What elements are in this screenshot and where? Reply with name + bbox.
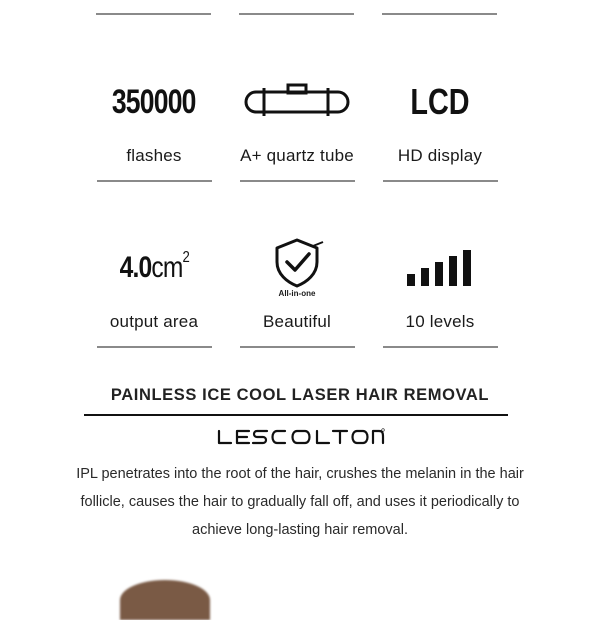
quartz-tube-icon: [242, 82, 352, 122]
headline-divider: [84, 414, 508, 416]
shield-check-icon: [269, 238, 325, 288]
divider: [240, 180, 355, 182]
flashes-value: 350000: [112, 82, 196, 121]
area-value: 4.0: [119, 251, 152, 284]
feature-lcd: [375, 72, 505, 182]
feature-label: A+ quartz tube: [240, 146, 354, 165]
divider: [97, 346, 212, 348]
area-exponent: 2: [182, 249, 189, 266]
feature-label: flashes: [126, 146, 182, 165]
feature-label: output area: [109, 312, 199, 331]
feature-output-area: [89, 238, 219, 348]
description-text: IPL penetrates into the root of the hair, crushes the melanin in the hair follicle, causes the hair to gradually fall off, and uses it periodically to achieve long-lasting hair removal.: [76, 466, 524, 538]
feature-label: 10 levels: [405, 312, 475, 331]
headline: PAINLESS ICE COOL LASER HAIR REMOVAL: [110, 386, 490, 404]
product-photo: [120, 580, 210, 620]
divider: [97, 180, 212, 182]
feature-quartz-tube: [232, 72, 362, 182]
area-value-group: [119, 251, 188, 285]
divider: [96, 13, 211, 15]
divider: [383, 346, 498, 348]
signal-bars-icon: [405, 248, 475, 288]
divider: [382, 13, 497, 15]
shield-badge-text: All-in-one: [278, 289, 316, 298]
brand-logo: [0, 428, 600, 451]
feature-label: HD display: [397, 146, 483, 165]
lescolton-logo: [215, 428, 385, 446]
feature-label: Beautiful: [263, 312, 331, 331]
area-unit: cm: [151, 251, 183, 284]
feature-flashes: [89, 72, 219, 182]
feature-beautiful: [232, 238, 362, 348]
divider: [240, 346, 355, 348]
divider: [383, 180, 498, 182]
divider: [239, 13, 354, 15]
feature-levels: [375, 238, 505, 348]
lcd-value: LCD: [410, 81, 470, 122]
